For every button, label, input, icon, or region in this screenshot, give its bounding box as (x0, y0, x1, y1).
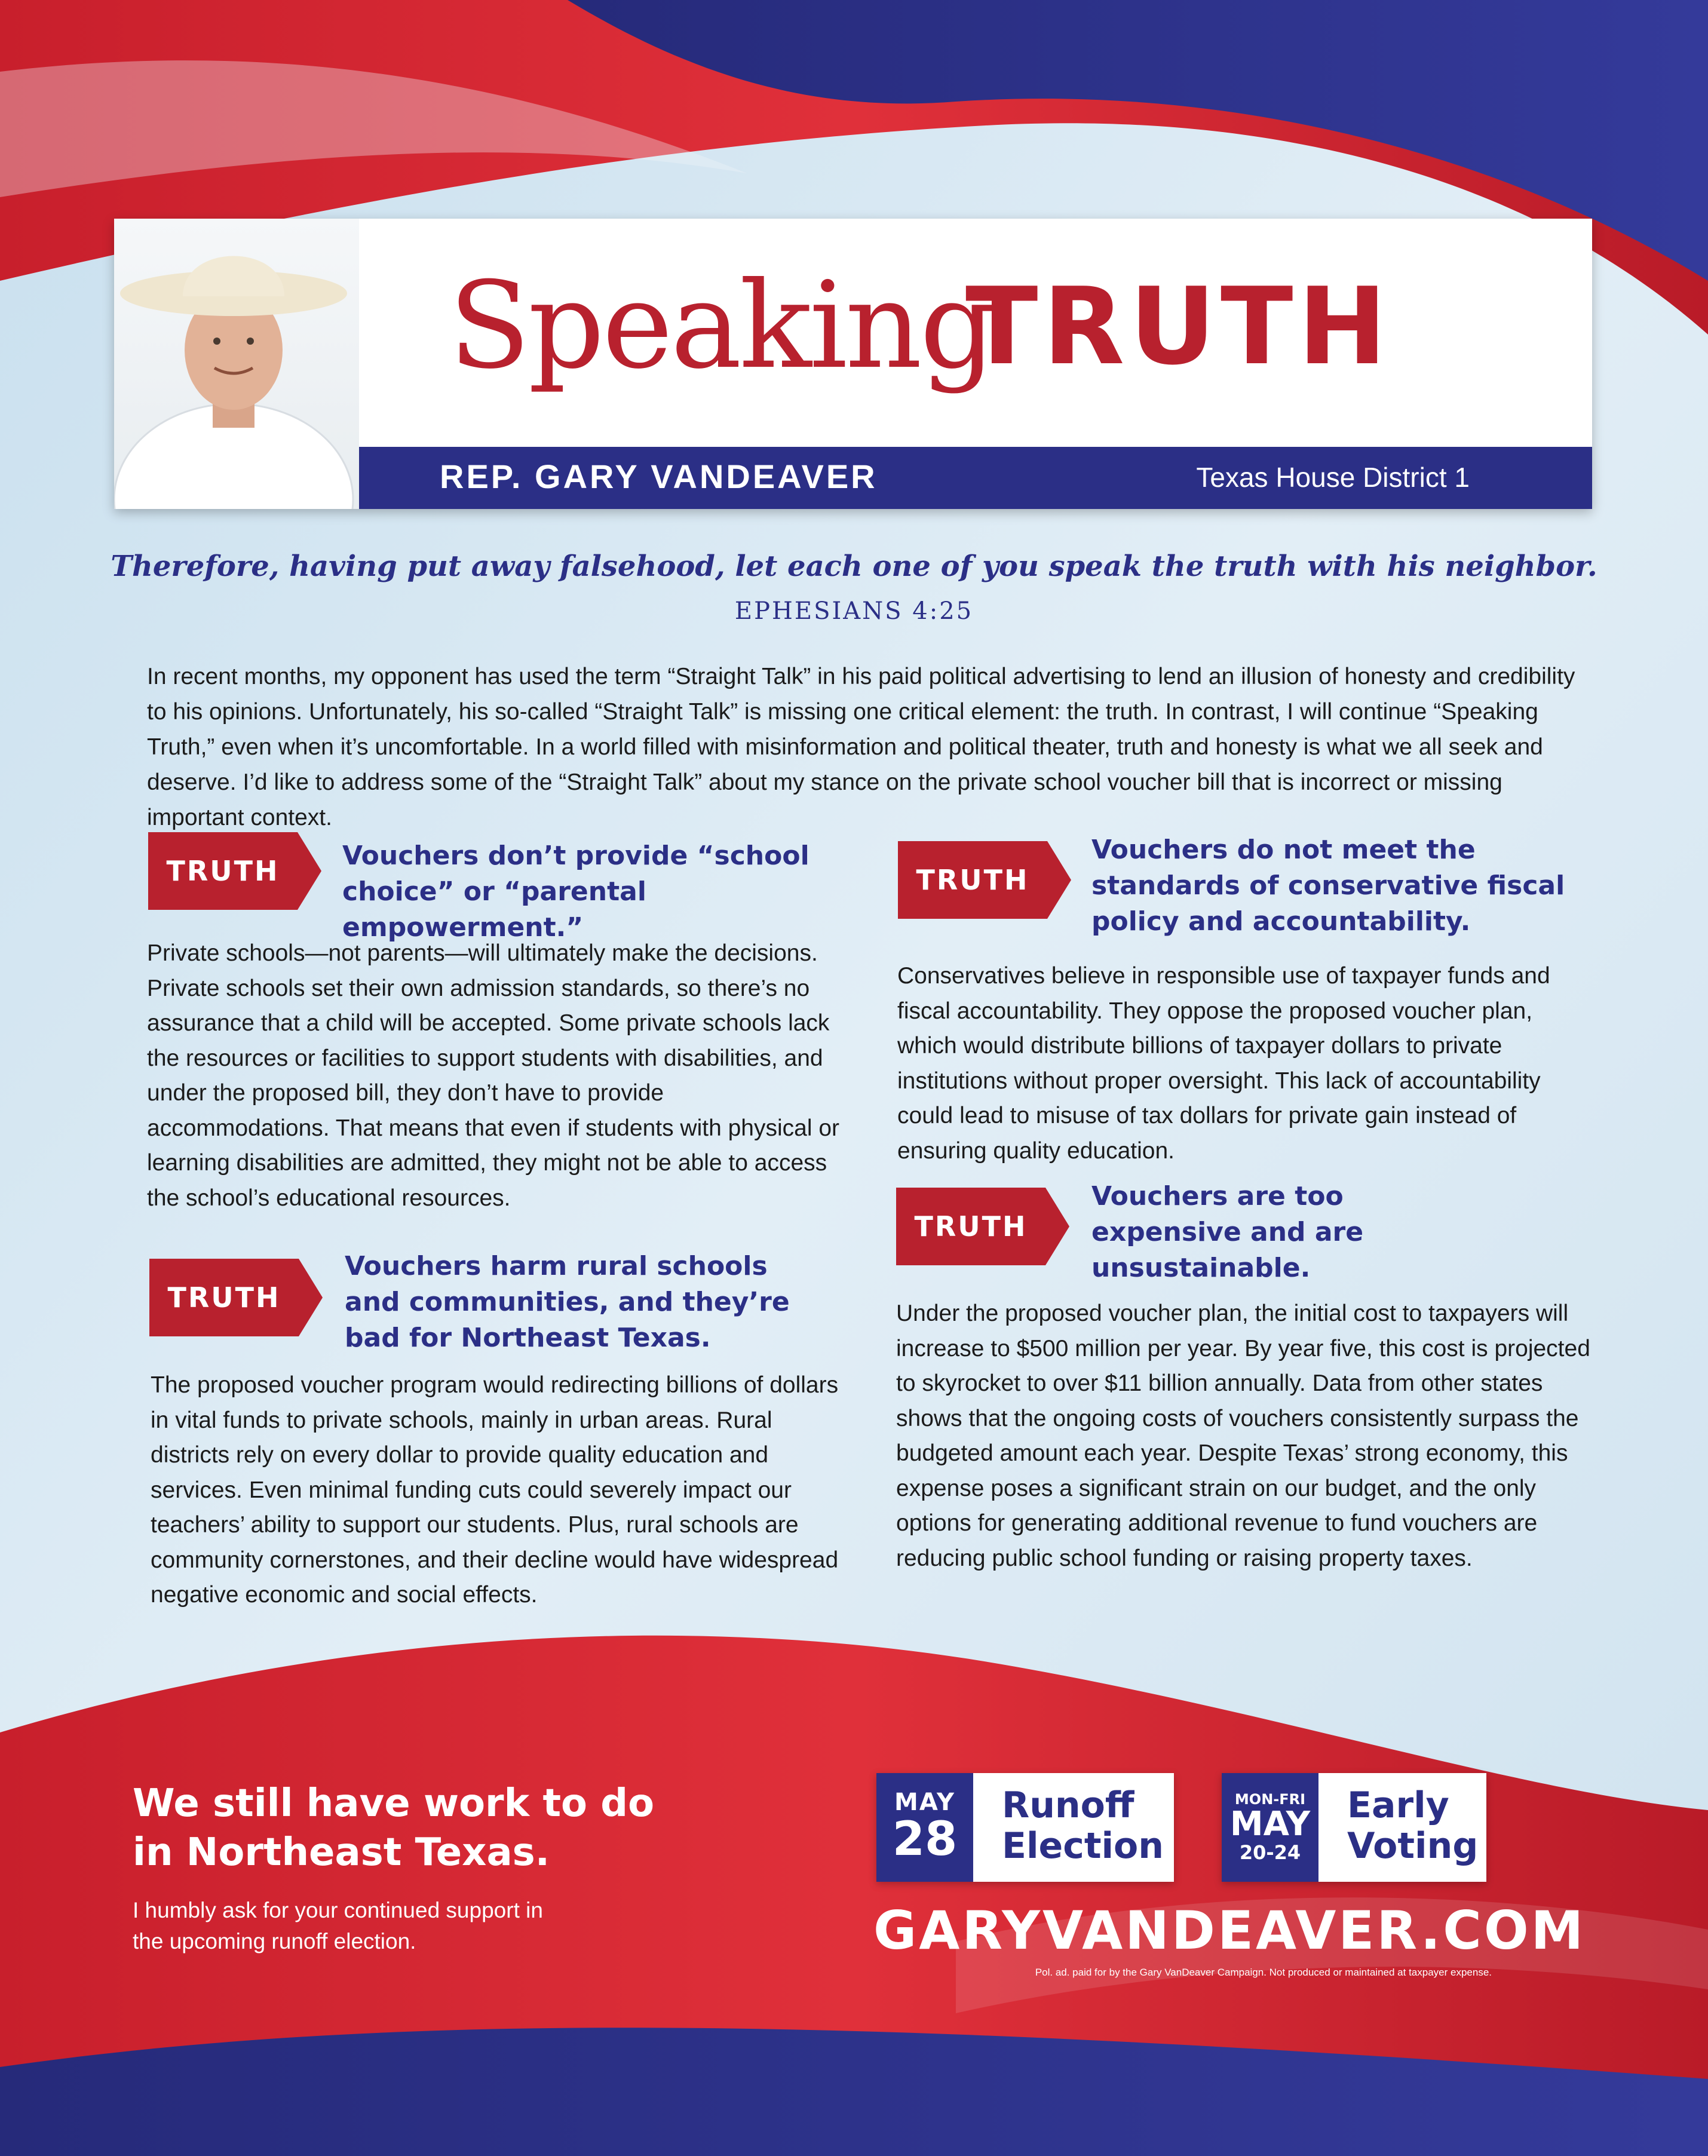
section-heading: Vouchers do not meet the standards of conservative fiscal policy and accountability. (1091, 835, 1565, 937)
campaign-website-link[interactable]: GARYVANDEAVER.COM (873, 1900, 1586, 1961)
bible-verse: Therefore, having put away falsehood, let each one of you speak the truth with his neighbor. (111, 550, 1597, 583)
section-heading: Vouchers harm rural schools and communities, and they’re bad for Northeast Texas. (345, 1251, 790, 1353)
truth-tag: TRUTH (148, 832, 321, 910)
truth-tag: TRUTH (149, 1259, 323, 1336)
section-heading: Vouchers are too expensive and are unsustainable. (1091, 1181, 1364, 1283)
header-banner (114, 219, 1592, 509)
runoff-date-box: MAY 28 Runoff Election (876, 1773, 1174, 1882)
footer-subtext: I humbly ask for your continued support in the upcoming runoff election. (133, 1898, 543, 1953)
title-truth: TRUTH (965, 265, 1392, 388)
verse-reference: EPHESIANS 4:25 (734, 597, 974, 625)
district-label: Texas House District 1 (1196, 462, 1470, 493)
section-heading: Vouchers don’t provide “school choice” or “parental empowerment.” (342, 841, 809, 943)
section-body: Conservatives believe in responsible use of taxpayer funds and fiscal accountability. They oppose the proposed voucher plan, which would distribute billions of taxpayer dollars to private institutions without proper oversight. This lack of accountability could lead to misuse of tax dollars for private gain instead of ensuring quality education. (897, 963, 1550, 1164)
footer-headline: We still have work to do in Northeast Texas. (133, 1781, 655, 1875)
title-speaking: Speaking (449, 256, 994, 395)
candidate-photo (114, 219, 359, 509)
early-voting-date-box: MON-FRI MAY 20-24 Early Voting (1222, 1773, 1486, 1882)
section-body: Under the proposed voucher plan, the initial cost to taxpayers will increase to $500 million per year. By year five, this cost is projected to skyrocket to over $11 billion annually. Data from other states shows that the ongoing costs of vouchers consistently surpass the budgeted amount each year. Despite Texas’ strong economy, this expense poses a significant strain on our budget, and the only options for generating additional revenue to fund vouchers are reducing public school funding or raising property taxes. (896, 1301, 1590, 1571)
political-ad-disclaimer: Pol. ad. paid for by the Gary VanDeaver Campaign. Not produced or maintained at taxpayer expense. (1035, 1967, 1492, 1978)
candidate-name: REP. GARY VANDEAVER (440, 458, 878, 495)
truth-tag: TRUTH (896, 1188, 1069, 1265)
section-body: Private schools—not parents—will ultimately make the decisions. Private schools set their own admission standards, so there’s no assurance that a child will be accepted. Some private schools lack the resources or facilities to support students with disabilities, and under the proposed bill, they don’t have to provide accommodations. That means that even if students with physical or learning disabilities are admitted, they might not be able to access the school’s educational resources. (147, 940, 840, 1211)
intro-paragraph: In recent months, my opponent has used the term “Straight Talk” in his paid political advertising to lend an illusion of honesty and credibility to his opinions. Unfortunately, his so-called “Straight Talk” is missing one critical element: the truth. In contrast, I will continue “Speaking Truth,” even when it’s uncomfortable. In a world filled with misinformation and political theater, truth and honesty is what we all seek and deserve. I’d like to address some of the “Straight Talk” about my stance on the private school voucher bill that is incorrect or missing important context. (147, 664, 1575, 830)
truth-tag: TRUTH (898, 841, 1071, 919)
section-body: The proposed voucher program would redirecting billions of dollars in vital funds to private schools, mainly in urban areas. Rural districts rely on every dollar to provide quality education and services. Even minimal funding cuts could severely impact our teachers’ ability to support our students. Plus, rural schools are community cornerstones, and their decline would have widespread negative economic and social effects. (151, 1372, 839, 1608)
